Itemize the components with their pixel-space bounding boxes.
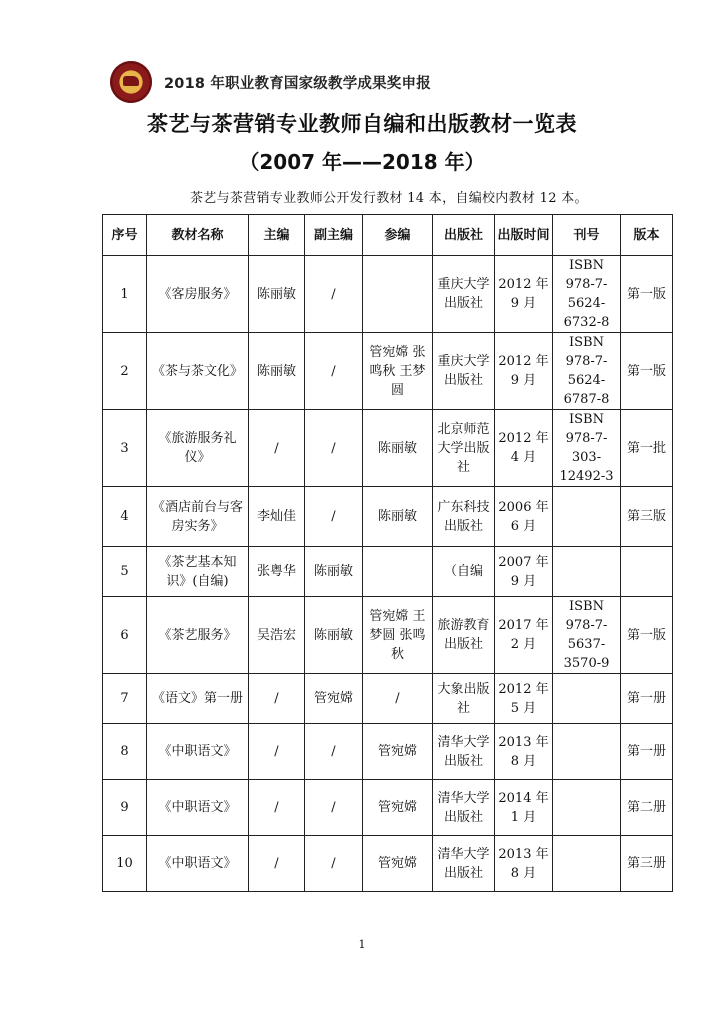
cell-deputy-editor: /: [305, 780, 363, 836]
cell-publisher: 广东科技出版社: [433, 487, 495, 547]
table-row: [103, 674, 673, 724]
cell-editor: /: [249, 780, 305, 836]
cell-publisher: 清华大学出版社: [433, 724, 495, 780]
cell-date: 2006 年 6 月: [495, 487, 553, 547]
cell-number: 7: [103, 674, 147, 724]
cell-editor: /: [249, 674, 305, 724]
cell-deputy-editor: 陈丽敏: [305, 547, 363, 597]
table-row: [103, 836, 673, 892]
cell-date: 2013 年 8 月: [495, 836, 553, 892]
cell-editor: 陈丽敏: [249, 333, 305, 410]
cell-number: 8: [103, 724, 147, 780]
cell-deputy-editor: /: [305, 333, 363, 410]
cell-number: 5: [103, 547, 147, 597]
cell-date: 2012 年 4 月: [495, 410, 553, 487]
cell-date: 2012 年 9 月: [495, 333, 553, 410]
cell-publisher: 重庆大学出版社: [433, 256, 495, 333]
cell-isbn: [553, 836, 621, 892]
cell-title: 《语文》第一册: [147, 674, 249, 724]
cell-title: 《客房服务》: [147, 256, 249, 333]
cell-deputy-editor: /: [305, 410, 363, 487]
table-row: [103, 724, 673, 780]
cell-contributors: 管宛嫦: [363, 724, 433, 780]
cell-date: 2014 年 1 月: [495, 780, 553, 836]
table-row: [103, 333, 673, 410]
column-header: 刊号: [553, 215, 621, 256]
cell-edition: 第一版: [621, 256, 673, 333]
cell-editor: /: [249, 410, 305, 487]
cell-date: 2017 年 2 月: [495, 597, 553, 674]
materials-table: [102, 214, 673, 892]
document-title: 茶艺与茶营销专业教师自编和出版教材一览表: [147, 112, 577, 136]
cell-contributors: /: [363, 674, 433, 724]
cell-isbn: [553, 547, 621, 597]
column-header: 版本: [621, 215, 673, 256]
cell-isbn: [553, 780, 621, 836]
cell-edition: [621, 547, 673, 597]
cell-contributors: 陈丽敏: [363, 410, 433, 487]
cell-edition: 第一批: [621, 410, 673, 487]
column-header: 出版时间: [495, 215, 553, 256]
cell-editor: 吴浩宏: [249, 597, 305, 674]
cell-contributors: 管宛嫦 王梦圆 张鸣秋: [363, 597, 433, 674]
cell-isbn: [553, 724, 621, 780]
cell-isbn: ISBN 978-7-5624-6732-8: [553, 256, 621, 333]
cell-publisher: 清华大学出版社: [433, 780, 495, 836]
cell-isbn: ISBN 978-7-303-12492-3: [553, 410, 621, 487]
cell-deputy-editor: /: [305, 836, 363, 892]
cell-publisher: 大象出版社: [433, 674, 495, 724]
cell-deputy-editor: 陈丽敏: [305, 597, 363, 674]
cell-isbn: [553, 487, 621, 547]
document-subtitle: （2007 年——2018 年）: [239, 150, 485, 174]
cell-date: 2012 年 9 月: [495, 256, 553, 333]
cell-number: 2: [103, 333, 147, 410]
column-header: 主编: [249, 215, 305, 256]
cell-title: 《茶艺基本知识》(自编): [147, 547, 249, 597]
cell-isbn: ISBN 978-7-5624-6787-8: [553, 333, 621, 410]
cell-edition: 第三册: [621, 836, 673, 892]
cell-edition: 第二册: [621, 780, 673, 836]
cell-contributors: 管宛嫦: [363, 836, 433, 892]
cell-editor: 陈丽敏: [249, 256, 305, 333]
summary-text: 茶艺与茶营销专业教师公开发行教材 14 本，自编校内教材 12 本。: [190, 191, 588, 206]
cell-number: 3: [103, 410, 147, 487]
column-header: 参编: [363, 215, 433, 256]
cell-title: 《旅游服务礼仪》: [147, 410, 249, 487]
table-header-row: [103, 215, 673, 256]
cell-contributors: 管宛嫦: [363, 780, 433, 836]
school-seal-logo: [110, 61, 152, 103]
page-number: 1: [358, 938, 366, 951]
page-header: [110, 58, 630, 106]
cell-edition: 第一版: [621, 333, 673, 410]
cell-editor: 张粤华: [249, 547, 305, 597]
table-row: [103, 547, 673, 597]
table-row: [103, 410, 673, 487]
cell-publisher: 清华大学出版社: [433, 836, 495, 892]
cell-number: 9: [103, 780, 147, 836]
cell-number: 1: [103, 256, 147, 333]
cell-deputy-editor: /: [305, 256, 363, 333]
table-row: [103, 487, 673, 547]
table-row: [103, 780, 673, 836]
cell-date: 2013 年 8 月: [495, 724, 553, 780]
column-header: 序号: [103, 215, 147, 256]
table-row: [103, 597, 673, 674]
cell-number: 10: [103, 836, 147, 892]
cell-deputy-editor: 管宛嫦: [305, 674, 363, 724]
cell-isbn: ISBN 978-7-5637-3570-9: [553, 597, 621, 674]
column-header: 教材名称: [147, 215, 249, 256]
table-row: [103, 256, 673, 333]
cell-edition: 第一册: [621, 674, 673, 724]
cell-publisher: （自编: [433, 547, 495, 597]
cell-title: 《中职语文》: [147, 724, 249, 780]
cell-title: 《中职语文》: [147, 836, 249, 892]
cell-contributors: [363, 547, 433, 597]
cell-edition: 第三版: [621, 487, 673, 547]
cell-publisher: 旅游教育出版社: [433, 597, 495, 674]
cell-title: 《茶与茶文化》: [147, 333, 249, 410]
cell-editor: /: [249, 724, 305, 780]
cell-isbn: [553, 674, 621, 724]
cell-title: 《茶艺服务》: [147, 597, 249, 674]
cell-date: 2012 年 5 月: [495, 674, 553, 724]
cell-deputy-editor: /: [305, 487, 363, 547]
column-header: 出版社: [433, 215, 495, 256]
cell-publisher: 重庆大学出版社: [433, 333, 495, 410]
cell-contributors: 管宛嫦 张鸣秋 王梦圆: [363, 333, 433, 410]
cell-contributors: 陈丽敏: [363, 487, 433, 547]
cell-editor: /: [249, 836, 305, 892]
cell-deputy-editor: /: [305, 724, 363, 780]
cell-number: 6: [103, 597, 147, 674]
cell-editor: 李灿佳: [249, 487, 305, 547]
cell-edition: 第一册: [621, 724, 673, 780]
header-title: 2018 年职业教育国家级教学成果奖申报: [164, 75, 431, 92]
cell-publisher: 北京师范大学出版社: [433, 410, 495, 487]
cell-title: 《酒店前台与客房实务》: [147, 487, 249, 547]
column-header: 副主编: [305, 215, 363, 256]
cell-number: 4: [103, 487, 147, 547]
cell-date: 2007 年 9 月: [495, 547, 553, 597]
cell-edition: 第一版: [621, 597, 673, 674]
cell-title: 《中职语文》: [147, 780, 249, 836]
cell-contributors: [363, 256, 433, 333]
